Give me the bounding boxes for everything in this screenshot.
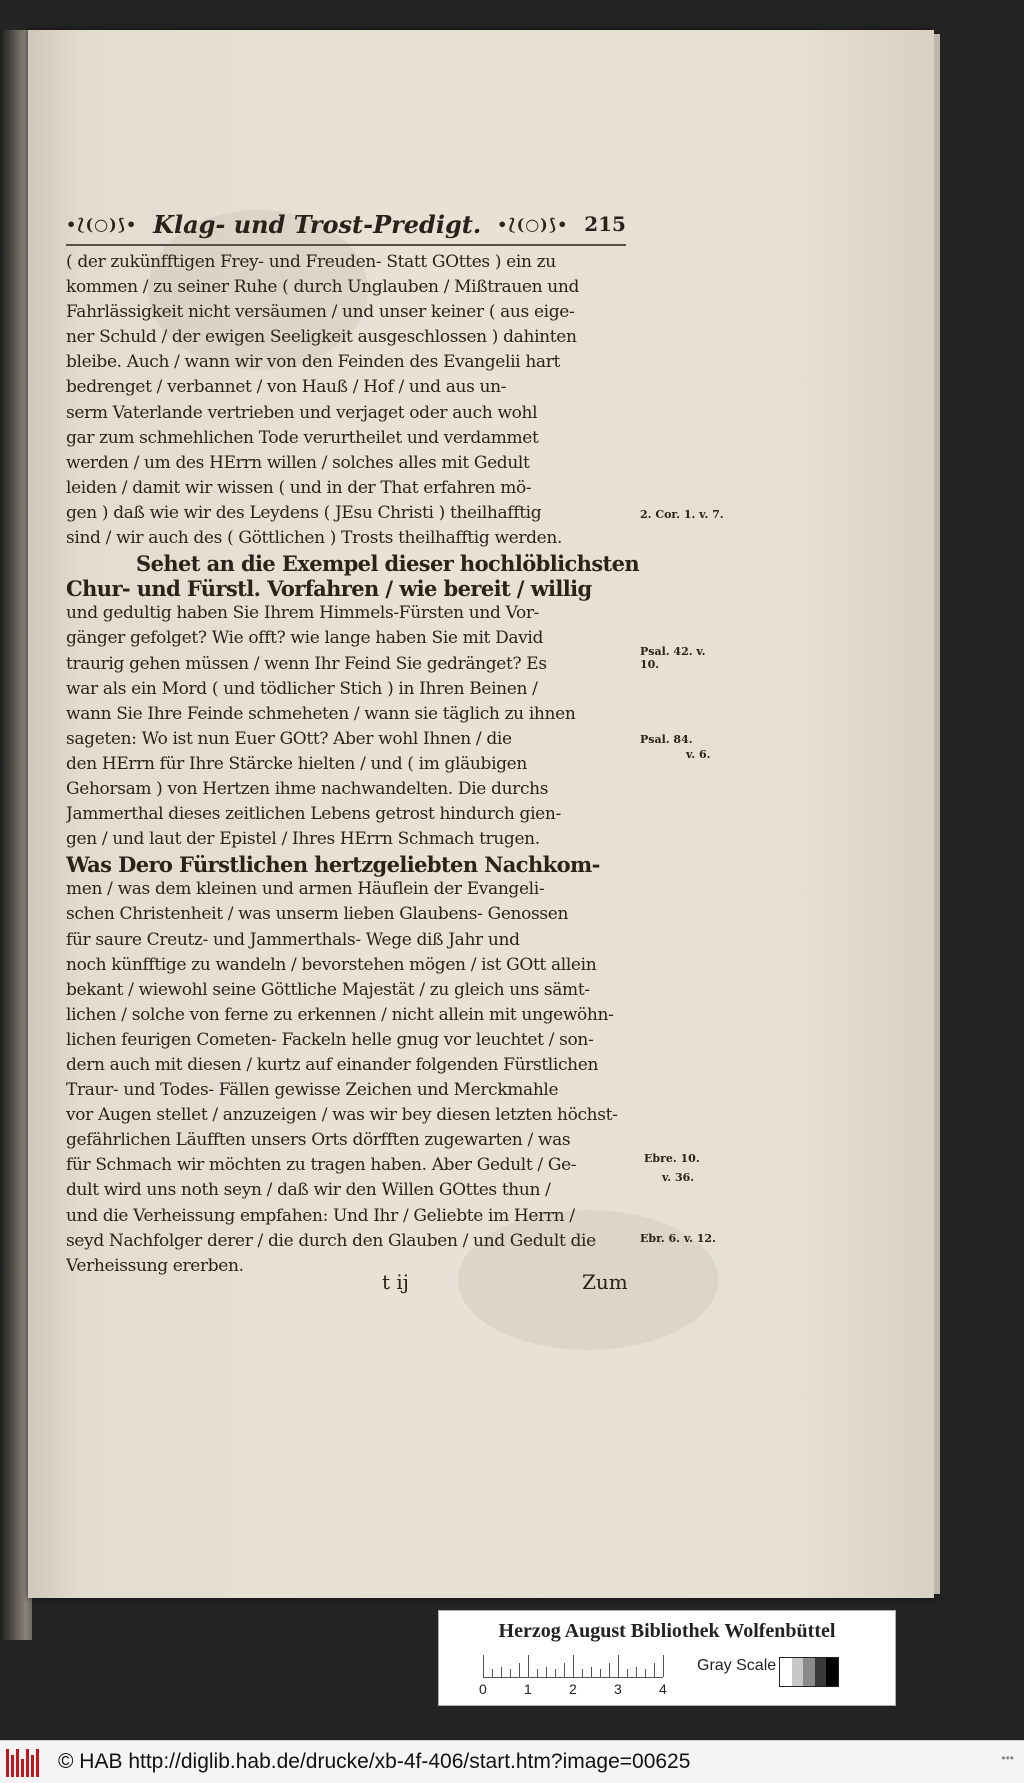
page-header (66, 206, 626, 242)
text-line: men / was dem kleinen und armen Häuflein der Evangeli- (66, 879, 545, 900)
library-color-target (438, 1610, 896, 1706)
text-line: für Schmach wir möchten zu tragen haben. Aber Gedult / Ge- (66, 1155, 577, 1176)
text-line: dern auch mit diesen / kurtz auf einander folgenden Fürstlichen (66, 1055, 599, 1075)
ruler-tick (636, 1667, 637, 1677)
ruler-tick (510, 1669, 511, 1677)
gray-swatch (803, 1658, 815, 1686)
ruler-tick (573, 1655, 574, 1677)
footer-bar (0, 1740, 1024, 1783)
gray-swatch (826, 1658, 838, 1686)
page-edge (934, 34, 940, 1594)
text-line: sageten: Wo ist nun Euer GOtt? Aber wohl Ihnen / die (66, 728, 512, 749)
ruler-number: 0 (479, 1681, 487, 1697)
text-line: Gehorsam ) von Hertzen ihme nachwandelten. Die durchs (66, 778, 549, 799)
ruler-tick (501, 1667, 502, 1677)
ruler-tick (537, 1669, 538, 1677)
text-line: Verheissung ererben. (66, 1255, 244, 1276)
text-line: noch künfftige zu wandeln / bevorstehen mögen / ist GOtt allein (66, 954, 597, 975)
footer-citation-link[interactable]: © HAB http://diglib.hab.de/drucke/xb-4f-406/start.htm?image=00625 (58, 1750, 691, 1773)
text-line: lichen / solche von ferne zu erkennen / nicht allein mit ungewöhn- (66, 1004, 614, 1025)
ruler-tick (555, 1669, 556, 1677)
text-line: gänger gefolget? Wie offt? wie lange haben Sie mit David (66, 628, 544, 649)
text-line: gar zum schmehlichen Tode verurtheilet und verdammet (66, 427, 539, 448)
ruler-number: 3 (614, 1681, 622, 1697)
text-line: seyd Nachfolger derer / die durch den Glauben / und Gedult die (66, 1230, 596, 1251)
ruler-number: 1 (524, 1681, 532, 1697)
gray-scale-swatch (779, 1657, 839, 1687)
text-line: schen Christenheit / was unserm lieben Glaubens- Genossen (66, 904, 569, 925)
ruler-tick (519, 1663, 520, 1677)
margin-note: Psal. 42. v. 10. (640, 645, 706, 671)
ruler-tick (483, 1655, 484, 1677)
text-line: gen / und laut der Epistel / Ihres HErrn Schmach trugen. (66, 829, 540, 850)
text-line: bedrenget / verbannet / von Hauß / Hof / und aus un- (66, 377, 507, 398)
hab-logo-icon (6, 1747, 46, 1777)
scale-ruler (483, 1655, 663, 1678)
text-line: ( der zukünfftigen Frey- und Freuden- Statt GOttes ) ein zu (66, 252, 556, 272)
catchword: Zum (582, 1270, 628, 1294)
running-title: Klag- und Trost-Predigt. (153, 209, 482, 239)
ruler-tick (600, 1669, 601, 1677)
text-line: und gedultig haben Sie Ihrem Himmels-Fürsten und Vor- (66, 603, 540, 624)
ruler-tick (591, 1667, 592, 1677)
text-line: für saure Creutz- und Jammerthals- Wege diß Jahr und (66, 929, 520, 950)
ruler-tick (618, 1655, 619, 1677)
ruler-tick (582, 1669, 583, 1677)
ruler-tick (492, 1669, 493, 1677)
gray-swatch (815, 1658, 827, 1686)
ruler-tick (528, 1655, 529, 1677)
margin-note: v. 6. (686, 748, 711, 761)
ruler-tick (654, 1663, 655, 1677)
text-line: dult wird uns noth seyn / daß wir den Willen GOttes thun / (66, 1180, 551, 1201)
gray-swatch (780, 1658, 792, 1686)
body-text (66, 250, 640, 1279)
text-line: leiden / damit wir wissen ( und in der That erfahren mö- (66, 477, 532, 498)
text-line: den HErrn für Ihre Stärcke hielten / und ( im gläubigen (66, 753, 527, 774)
text-line: Was Dero Fürstlichen hertzgeliebten Nachkom- (66, 852, 600, 878)
gray-scale-label: Gray Scale (697, 1657, 777, 1674)
ruler-number: 2 (569, 1681, 577, 1697)
text-line: bekant / wiewohl seine Göttliche Majestät / zu gleich uns sämt- (66, 979, 590, 1000)
text-line: und die Verheissung empfahen: Und Ihr / Geliebte im Herrn / (66, 1205, 575, 1226)
header-ornament-right: •⟅(○)⟆• (497, 214, 569, 234)
ruler-tick (546, 1667, 547, 1677)
text-line: gefährlichen Läufften unsers Orts dörfften zugewarten / was (66, 1130, 571, 1151)
text-line: gen ) daß wie wir des Leydens ( JEsu Christi ) theilhafftig (66, 502, 542, 523)
ruler-tick (564, 1663, 565, 1677)
margin-note: Psal. 84. (640, 733, 693, 746)
ruler-tick (627, 1669, 628, 1677)
ruler-tick (609, 1663, 610, 1677)
margin-note: Ebre. 10. (644, 1152, 700, 1165)
text-line: werden / um des HErrn willen / solches alles mit Gedult (66, 452, 530, 473)
margin-note: 2. Cor. 1. v. 7. (640, 508, 724, 521)
text-line: Chur- und Fürstl. Vorfahren / wie bereit / willig (66, 576, 592, 602)
text-line: lichen feurigen Cometen- Fackeln helle gnug vor leuchtet / son- (66, 1029, 594, 1050)
library-name: Herzog August Bibliothek Wolfenbüttel (498, 1620, 836, 1642)
text-line: vor Augen stellet / anzuzeigen / was wir bey diesen letzten höchst- (66, 1105, 618, 1126)
text-line: traurig gehen müssen / wenn Ihr Feind Sie gedränget? Es (66, 653, 547, 674)
margin-note: Ebr. 6. v. 12. (640, 1232, 716, 1245)
text-line: sind / wir auch des ( Göttlichen ) Trosts theilhafftig werden. (66, 528, 563, 549)
ruler-tick (645, 1669, 646, 1677)
text-line: serm Vaterlande vertrieben und verjaget oder auch wohl (66, 402, 538, 423)
text-line: Jammerthal dieses zeitlichen Lebens getrost hindurch gien- (66, 804, 561, 825)
text-line: bleibe. Auch / wann wir von den Feinden des Evangelii hart (66, 352, 560, 373)
margin-note: v. 36. (662, 1171, 695, 1184)
text-line: kommen / zu seiner Ruhe ( durch Unglauben / Mißtrauen und (66, 277, 580, 298)
text-line: war als ein Mord ( und tödlicher Stich ) in Ihren Beinen / (66, 678, 538, 699)
page-number: 215 (584, 212, 626, 236)
signature-mark: t ij (382, 1270, 409, 1294)
gray-swatch (792, 1658, 804, 1686)
ruler-tick (663, 1655, 664, 1677)
text-line: wann Sie Ihre Feinde schmeheten / wann sie täglich zu ihnen (66, 703, 576, 724)
ruler-number: 4 (659, 1681, 667, 1697)
header-ornament-left: •⟅(○)⟆• (66, 214, 138, 234)
text-line: ner Schuld / der ewigen Seeligkeit ausgeschlossen ) dahinten (66, 327, 577, 348)
more-icon[interactable]: ••• (1001, 1751, 1014, 1765)
header-rule (66, 244, 626, 246)
text-line: Traur- und Todes- Fällen gewisse Zeichen und Merckmahle (66, 1080, 559, 1101)
text-line: Fahrlässigkeit nicht versäumen / und unser keiner ( aus eige- (66, 302, 575, 323)
text-line: Sehet an die Exempel dieser hochlöblichsten (136, 551, 640, 577)
